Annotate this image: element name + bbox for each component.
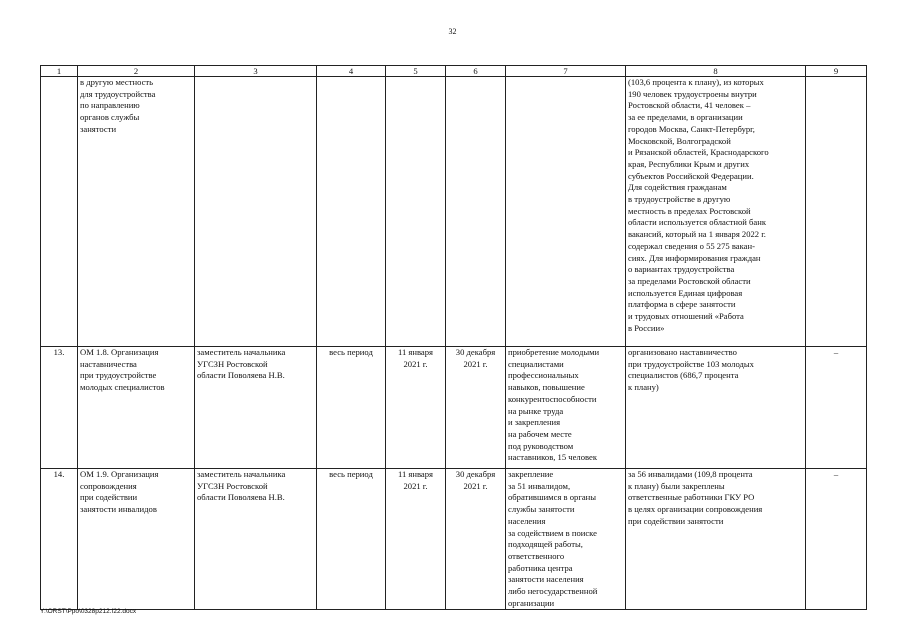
file-path-footer: Y:\ORST\Ppo\0328p212.f22.docx	[40, 608, 137, 615]
expected-result-cell-line: населения	[508, 515, 546, 526]
expected-result-cell-line: за 51 инвалидом,	[508, 480, 571, 491]
expected-result-cell-line: службы занятости	[508, 504, 575, 515]
expected-result-cell-line: обратившимся в органы	[508, 492, 597, 503]
actual-result-cell-line: в трудоустройстве в другую	[628, 194, 731, 205]
column-header-1: 1	[41, 66, 78, 77]
expected-result-cell-line: на рынке труда	[508, 405, 564, 416]
column-header-5: 5	[386, 66, 446, 77]
expected-result-cell-line: занятости населения	[508, 574, 584, 585]
actual-result-cell-line: Для содействия гражданам	[628, 182, 727, 193]
event-cell-line: молодых специалистов	[80, 382, 165, 393]
expected-result-cell-line: подходящей работы,	[508, 539, 583, 550]
actual-result-cell-line: за ее пределами, в организации	[628, 112, 743, 123]
actual-result-cell	[626, 469, 806, 610]
end-date-cell-line: 2021 г.	[463, 480, 488, 491]
event-cell-line: наставничества	[80, 358, 137, 369]
period-cell: весь период	[317, 347, 386, 469]
actual-result-cell-line: содержал сведения о 55 275 вакан-	[628, 240, 755, 251]
actual-result-cell-line: используется Единая цифровая	[628, 287, 743, 298]
column-header-3: 3	[195, 66, 317, 77]
expected-result-cell-line: под руководством	[508, 440, 574, 451]
start-date-cell	[386, 347, 446, 469]
event-cell-line: сопровождения	[80, 480, 137, 491]
expected-result-cell-line: приобретение молодыми	[508, 347, 600, 357]
note-cell: –	[806, 347, 867, 469]
event-cell-line: для трудоустройства	[80, 88, 156, 99]
responsible-cell-line: области Поволяева Н.В.	[197, 492, 285, 503]
actual-result-cell-line: края, Республики Крым и других	[628, 158, 750, 169]
end-date-cell	[446, 347, 506, 469]
responsible-cell-line: заместитель начальника	[197, 469, 286, 479]
expected-result-cell-line: профессиональных	[508, 370, 579, 381]
actual-result-cell-line: Ростовской области, 41 человек –	[628, 100, 751, 111]
event-cell-line: при содействии	[80, 492, 138, 503]
actual-result-cell-line: в России»	[628, 322, 665, 333]
table-row	[41, 77, 867, 347]
expected-result-cell-line: на рабочем месте	[508, 428, 572, 439]
row-number: 13.	[41, 347, 78, 469]
responsible-cell	[195, 77, 317, 347]
actual-result-cell-line: области используется областной банк	[628, 217, 766, 228]
table-row	[41, 347, 867, 469]
start-date-cell	[386, 469, 446, 610]
responsible-cell	[195, 347, 317, 469]
expected-result-cell-line: навыков, повышение	[508, 382, 585, 393]
actual-result-cell-line: и Рязанской областей, Краснодарского	[628, 147, 769, 158]
end-date-cell-line: 30 декабря	[455, 347, 496, 357]
expected-result-cell	[506, 347, 626, 469]
page-number: 32	[448, 27, 457, 36]
responsible-cell-line: УГСЗН Ростовской	[197, 358, 268, 369]
actual-result-cell-line: городов Москва, Санкт-Петербург,	[628, 123, 755, 134]
expected-result-cell-line: специалистами	[508, 358, 564, 369]
actual-result-cell-line: при содействии занятости	[628, 515, 724, 526]
expected-result-cell-line: организации	[508, 597, 555, 608]
start-date-cell-line: 11 января	[398, 469, 433, 479]
responsible-cell-line: УГСЗН Ростовской	[197, 480, 268, 491]
actual-result-cell-line: в целях организации сопровождения	[628, 504, 763, 515]
actual-result-cell-line: платформа в сфере занятости	[628, 299, 736, 310]
column-header-2: 2	[78, 66, 195, 77]
actual-result-cell-line: за пределами Ростовской области	[628, 275, 751, 286]
expected-result-cell-line: работника центра	[508, 562, 573, 573]
header-row	[41, 66, 867, 77]
actual-result-cell	[626, 347, 806, 469]
start-date-cell-line: 2021 г.	[403, 480, 428, 491]
expected-result-cell-line: закрепление	[508, 469, 554, 479]
end-date-cell	[446, 77, 506, 347]
expected-result-cell-line: ответственного	[508, 550, 565, 561]
actual-result-cell-line: (103,6 процента к плану), из которых	[628, 77, 764, 87]
note-cell: –	[806, 469, 867, 610]
expected-result-cell	[506, 469, 626, 610]
actual-result-cell-line: о вариантах трудоустройства	[628, 264, 735, 275]
table-body	[41, 77, 867, 610]
event-cell	[78, 77, 195, 347]
end-date-cell-line: 30 декабря	[455, 469, 496, 479]
actual-result-cell-line: за 56 инвалидами (109,8 процента	[628, 469, 753, 479]
event-cell	[78, 347, 195, 469]
column-header-9: 9	[806, 66, 867, 77]
report-table	[40, 65, 867, 610]
event-cell-line: ОМ 1.8. Организация	[80, 347, 159, 357]
note-cell	[806, 77, 867, 347]
expected-result-cell-line: за содействием в поиске	[508, 527, 597, 538]
actual-result-cell-line: к плану) были закреплены	[628, 480, 725, 491]
expected-result-cell-line: либо негосударственной	[508, 586, 598, 597]
responsible-cell-line: области Поволяева Н.В.	[197, 370, 285, 381]
actual-result-cell-line: специалистов (686,7 процента	[628, 370, 739, 381]
responsible-cell	[195, 469, 317, 610]
end-date-cell	[446, 469, 506, 610]
expected-result-cell	[506, 77, 626, 347]
actual-result-cell-line: к плану)	[628, 382, 659, 393]
event-cell	[78, 469, 195, 610]
event-cell-line: при трудоустройстве	[80, 370, 157, 381]
event-cell-line: занятости	[80, 123, 117, 134]
row-number	[41, 77, 78, 347]
actual-result-cell-line: при трудоустройстве 103 молодых	[628, 358, 754, 369]
actual-result-cell-line: организовано наставничество	[628, 347, 737, 357]
event-cell-line: ОМ 1.9. Организация	[80, 469, 159, 479]
table-row	[41, 469, 867, 610]
actual-result-cell-line: сиях. Для информирования граждан	[628, 252, 761, 263]
actual-result-cell	[626, 77, 806, 347]
start-date-cell-line: 2021 г.	[403, 358, 428, 369]
actual-result-cell-line: и трудовых отношений «Работа	[628, 311, 744, 322]
row-number: 14.	[41, 469, 78, 610]
period-cell: весь период	[317, 469, 386, 610]
event-cell-line: в другую местность	[80, 77, 154, 87]
event-cell-line: по направлению	[80, 100, 140, 111]
end-date-cell-line: 2021 г.	[463, 358, 488, 369]
actual-result-cell-line: ответственные работники ГКУ РО	[628, 492, 755, 503]
actual-result-cell-line: местность в пределах Ростовской	[628, 205, 751, 216]
start-date-cell-line: 11 января	[398, 347, 433, 357]
column-header-7: 7	[506, 66, 626, 77]
event-cell-line: занятости инвалидов	[80, 504, 157, 515]
column-header-4: 4	[317, 66, 386, 77]
column-header-6: 6	[446, 66, 506, 77]
actual-result-cell-line: субъектов Российской Федерации.	[628, 170, 754, 181]
column-header-8: 8	[626, 66, 806, 77]
expected-result-cell-line: наставников, 15 человек	[508, 452, 598, 463]
actual-result-cell-line: вакансий, который на 1 января 2022 г.	[628, 229, 766, 240]
actual-result-cell-line: 190 человек трудоустроены внутри	[628, 88, 757, 99]
responsible-cell-line: заместитель начальника	[197, 347, 286, 357]
event-cell-line: органов службы	[80, 112, 140, 123]
period-cell	[317, 77, 386, 347]
actual-result-cell-line: Московской, Волгоградской	[628, 135, 731, 146]
expected-result-cell-line: конкурентоспособности	[508, 393, 597, 404]
expected-result-cell-line: и закрепления	[508, 417, 561, 428]
start-date-cell	[386, 77, 446, 347]
